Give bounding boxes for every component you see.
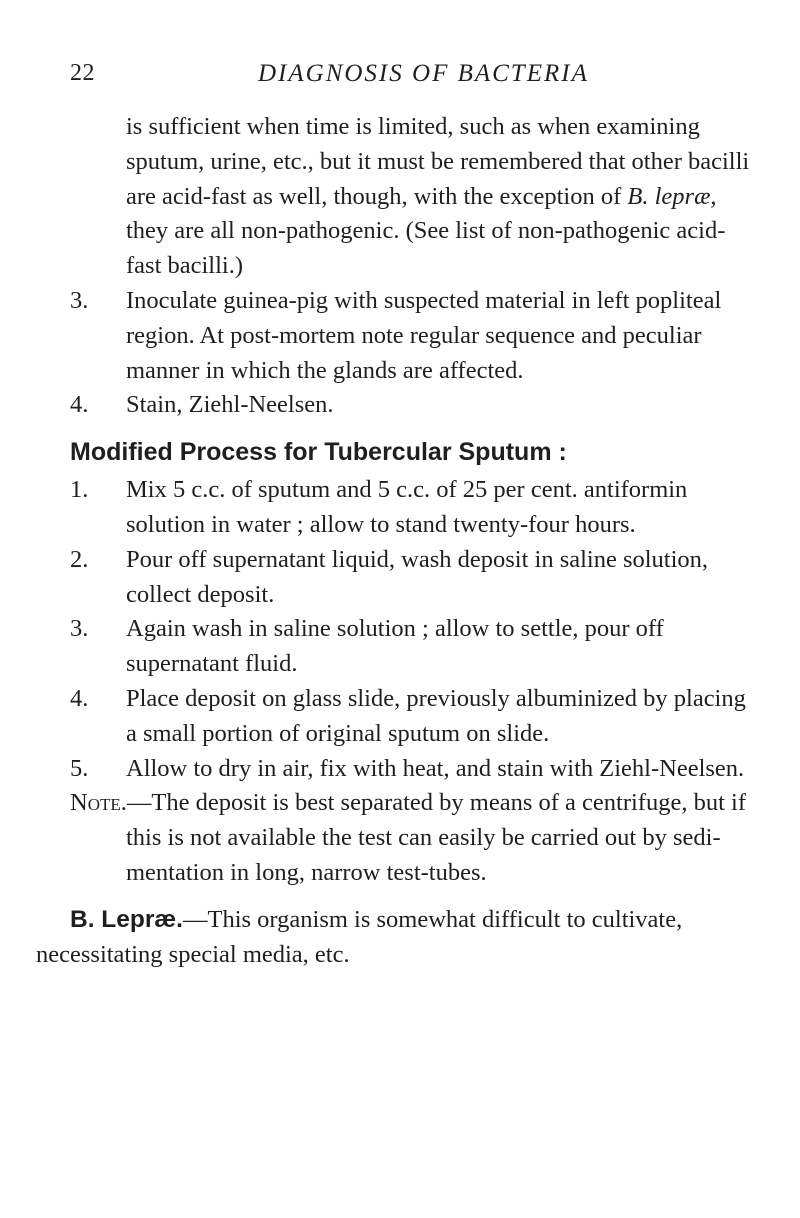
process-item (70, 473, 760, 543)
note-paragraph (70, 786, 760, 890)
process-text: Again wash in saline solution ; allow to settle, pour off supernatant fluid. (126, 615, 664, 678)
step-item (70, 388, 760, 423)
continuation-text-1: is sufficient when time is limited, such as when examining sputum, urine, etc., but it must be remembered that other bacilli are acid-fast as well, though, with the exception of (126, 113, 750, 210)
note-label: Note. (70, 789, 127, 817)
process-number: 5. (70, 754, 89, 782)
section-heading: Modified Process for Tubercular Sputum : (70, 438, 567, 467)
continuation-paragraph (70, 110, 760, 284)
process-text: Allow to dry in air, fix with heat, and stain with Ziehl-Neelsen. (126, 754, 745, 782)
note-text: —The deposit is best separated by means of a centrifuge, but if this is not available the test can easily be carried out by sedi-mentation in long, narrow test-tubes. (126, 789, 746, 886)
page-number: 22 (70, 60, 95, 86)
process-text: Place deposit on glass slide, previously albuminized by placing a small portion of original sputum on slide. (126, 684, 746, 747)
process-number: 3. (70, 615, 89, 643)
body-text (36, 110, 760, 972)
process-item (70, 682, 760, 752)
section-b-text: —This organism is somewhat difficult to cultivate, necessitating special media, etc. (36, 905, 683, 968)
process-text: Mix 5 c.c. of sputum and 5 c.c. of 25 per cent. antiformin solution in water ; allow to stand twenty-four hours. (126, 476, 688, 538)
process-item (70, 612, 760, 682)
species-name-italic: B. lepræ, (627, 182, 717, 210)
section-b-label: B. Lepræ. (70, 905, 183, 933)
section-b-paragraph (36, 903, 760, 973)
process-item (70, 543, 760, 613)
process-number: 2. (70, 545, 89, 573)
process-text: Pour off supernatant liquid, wash deposit in saline solution, collect deposit. (126, 545, 709, 608)
running-head: DIAGNOSIS OF BACTERIA (258, 60, 589, 87)
step-text: Inoculate guinea-pig with suspected material in left popliteal region. At post-mortem note regular sequence and peculiar manner in which the glands are affected. (126, 286, 722, 384)
page-header (0, 60, 800, 96)
step-text: Stain, Ziehl-Neelsen. (126, 391, 334, 419)
step-number: 3. (70, 286, 89, 314)
step-item (70, 284, 760, 388)
continuation-text-2: they are all non-pathogenic. (See list of non-pathogenic acid-fast bacilli.) (126, 217, 726, 280)
process-number: 4. (70, 684, 89, 712)
process-number: 1. (70, 476, 89, 504)
process-item (70, 752, 760, 787)
step-number: 4. (70, 391, 89, 419)
